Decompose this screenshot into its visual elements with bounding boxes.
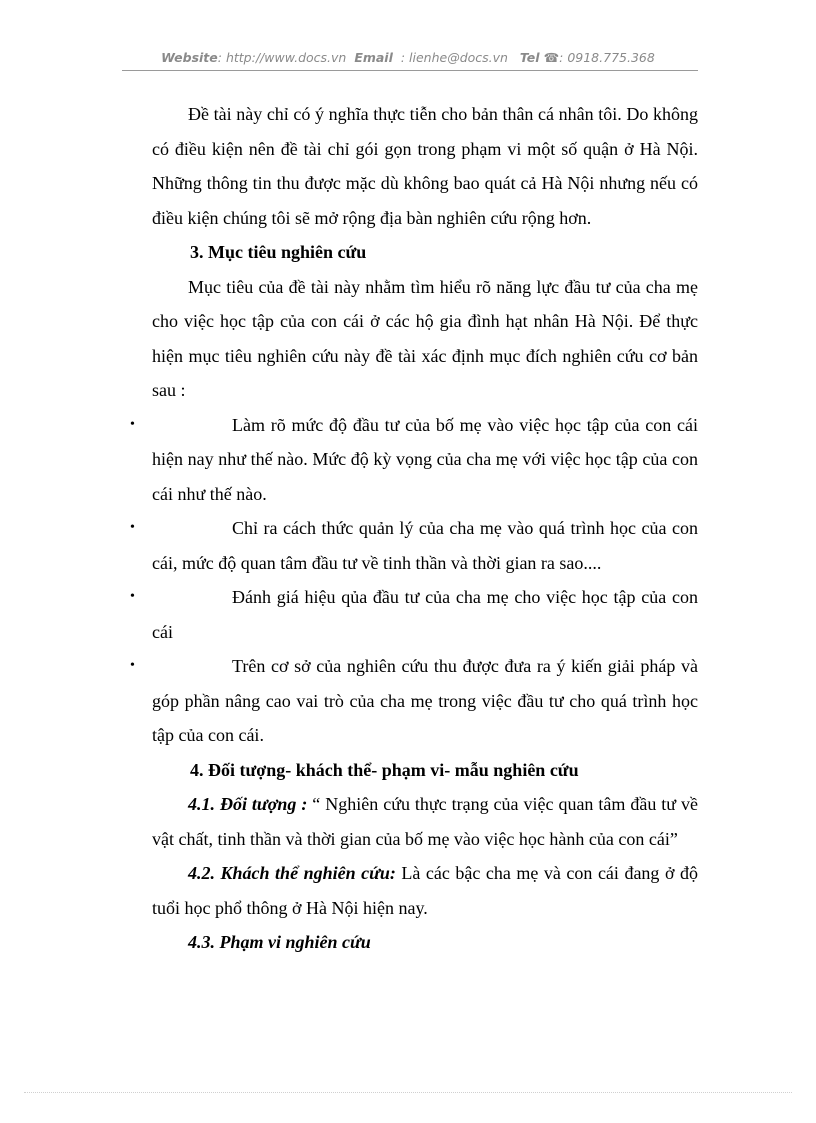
tel-value: : 0918.775.368: [559, 50, 655, 65]
paragraph-intro: Đề tài này chỉ có ý nghĩa thực tiễn cho bản thân cá nhân tôi. Do không có điều kiện nên đề tài chỉ gói gọn trong phạm vi một số quận ở Hà Nội. Những thông tin thu được mặc dù không bao quát cả Hà Nội nhưng nếu có điều kiện chúng tôi sẽ mở rộng địa bàn nghiên cứu rộng hơn.: [152, 104, 698, 228]
bullet-item-3: [130, 580, 698, 649]
subsection-4-1: [152, 787, 698, 856]
website-label: Website: [161, 50, 218, 65]
section-heading-3: 3. Mục tiêu nghiên cứu: [190, 242, 367, 262]
bullet-icon: •: [130, 589, 135, 604]
email-value: : lienhe@docs.vn: [400, 50, 508, 65]
website-value: : http://www.docs.vn: [217, 50, 347, 65]
bullet-text: Trên cơ sở của nghiên cứu thu được đưa ra ý kiến giải pháp và góp phần nâng cao vai trò của cha mẹ trong việc đầu tư cho quá trình học tập của con cái.: [152, 656, 698, 745]
paragraph-objective: Mục tiêu của đề tài này nhằm tìm hiểu rõ năng lực đầu tư của cha mẹ cho việc học tập của con cái ở các hộ gia đình hạt nhân Hà Nội. Để thực hiện mục tiêu nghiên cứu này đề tài xác định mục đích nghiên cứu cơ bản sau :: [152, 276, 698, 400]
bullet-item-2: [130, 511, 698, 580]
subsection-label: 4.2. Khách thể nghiên cứu:: [188, 863, 396, 883]
bullet-text: Chỉ ra cách thức quản lý của cha mẹ vào quá trình học của con cái, mức độ quan tâm đầu tư về tinh thần và thời gian ra sao....: [152, 518, 698, 573]
section-heading-4: 4. Đối tượng- khách thể- phạm vi- mẫu nghiên cứu: [190, 759, 579, 780]
subsection-text: “ Nghiên cứu thực trạng của việc quan tâm đầu tư về vật chất, tinh thần và thời gian của bố mẹ vào việc học hành của con cái”: [152, 794, 698, 849]
bullet-item-4: [130, 649, 698, 753]
subsection-4-2: [152, 856, 698, 925]
subsection-text: Là các bậc cha mẹ và con cái đang ở độ tuổi học phổ thông ở Hà Nội hiện nay.: [152, 863, 698, 918]
bullet-icon: •: [130, 520, 135, 535]
footer-divider: [24, 1092, 792, 1093]
subsection-label: 4.3. Phạm vi nghiên cứu: [188, 932, 371, 952]
phone-icon: ☎: [543, 50, 560, 65]
bullet-text: Đánh giá hiệu qủa đầu tư của cha mẹ cho việc học tập của con cái: [152, 587, 698, 642]
bullet-icon: •: [130, 416, 135, 432]
bullet-item-1: [130, 408, 698, 512]
document-body: [130, 97, 698, 960]
email-label: Email: [354, 50, 393, 65]
page-header: [0, 50, 816, 65]
tel-label: Tel: [519, 50, 540, 65]
bullet-icon: •: [130, 658, 135, 673]
subsection-label: 4.1. Đối tượng :: [188, 794, 308, 814]
subsection-4-3: [152, 925, 698, 960]
bullet-text: Làm rõ mức độ đầu tư của bố mẹ vào việc học tập của con cái hiện nay như thế nào. Mức độ kỳ vọng của cha mẹ với việc học tập của con cái như thế nào.: [152, 414, 698, 504]
header-divider: [122, 70, 698, 71]
